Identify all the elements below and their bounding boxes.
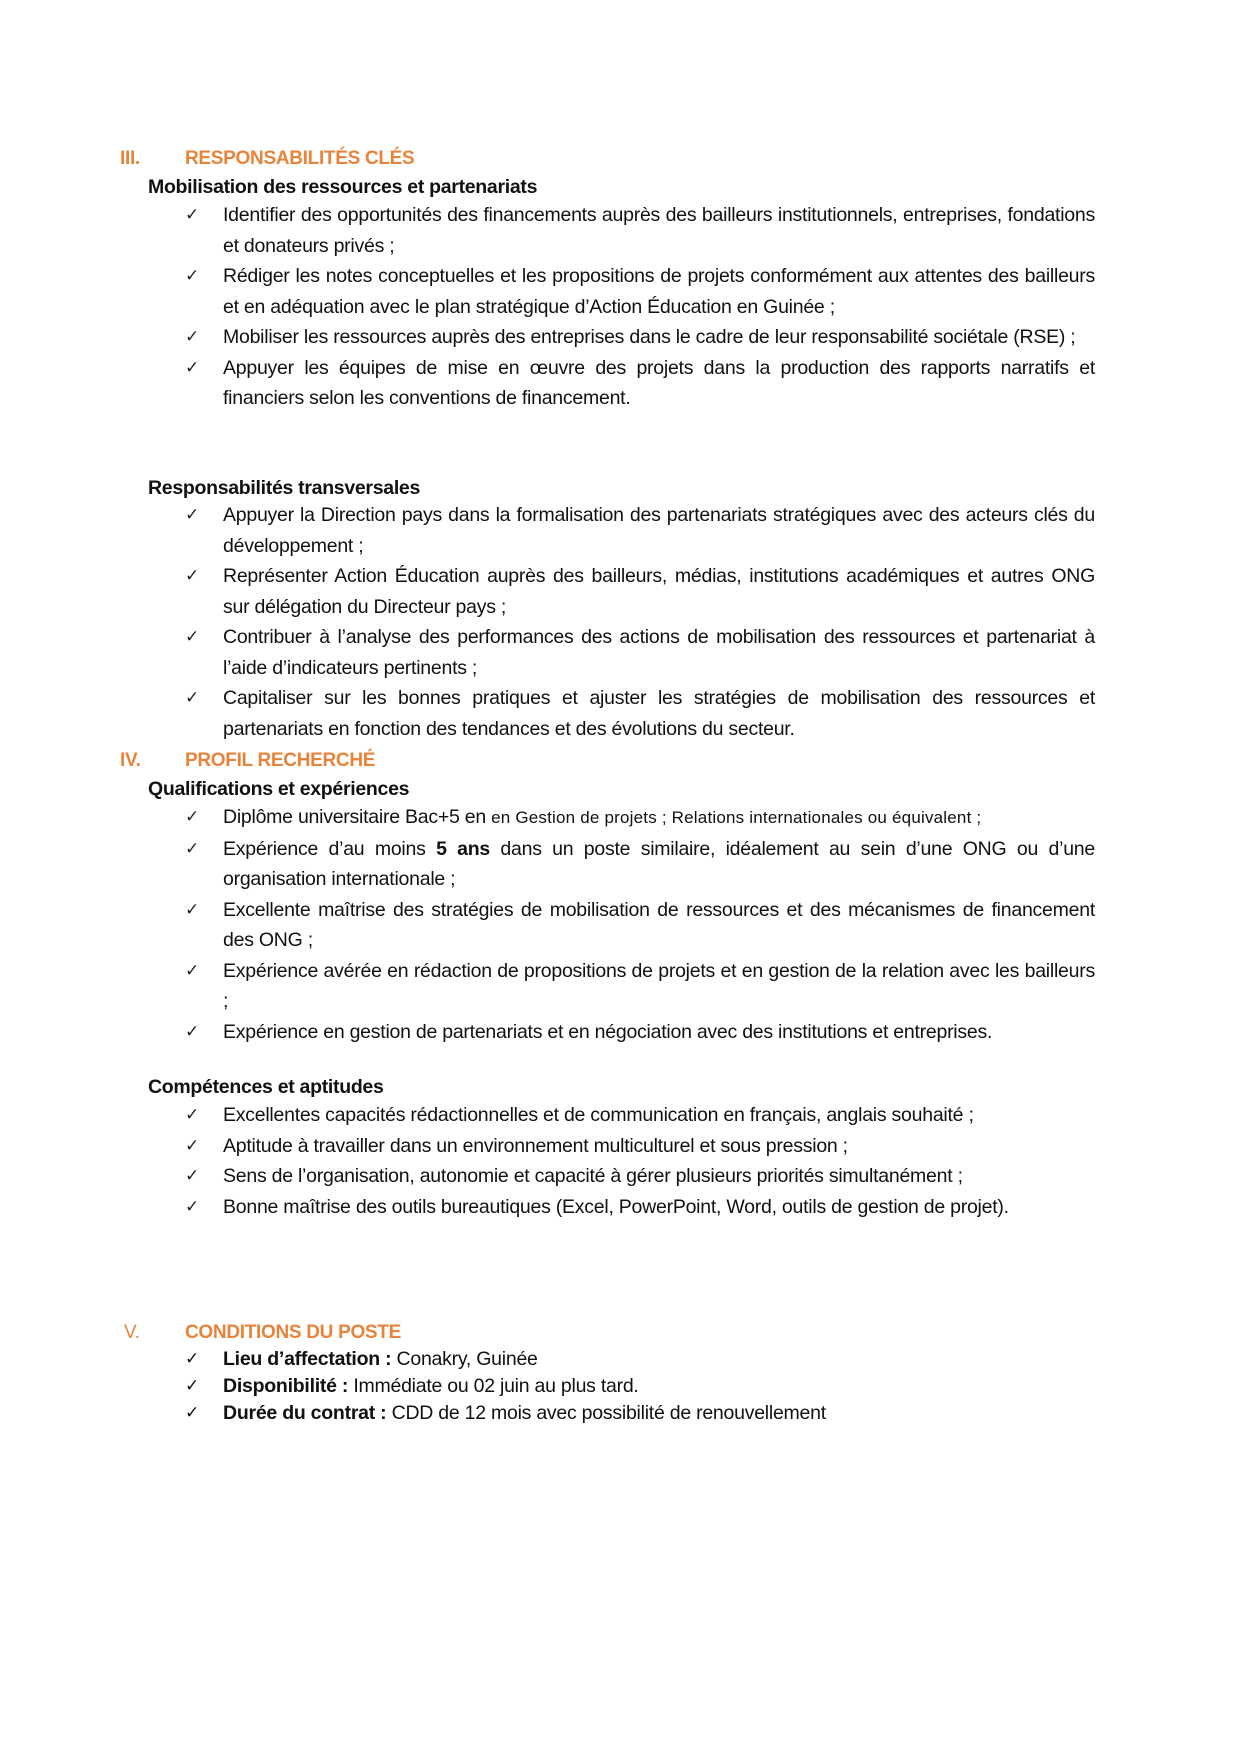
section-heading-responsabilites <box>120 146 414 172</box>
list-item <box>185 261 1095 322</box>
list-conditions <box>185 1346 1095 1427</box>
list-item <box>185 322 1095 353</box>
check-icon: ✓ <box>185 205 199 225</box>
check-icon: ✓ <box>185 327 199 347</box>
list-item-text: Représenter Action Éducation auprès des bailleurs, médias, institutions académiques et autres ONG sur délégation du Directeur pays ; <box>223 565 1095 618</box>
check-icon: ✓ <box>185 1349 199 1369</box>
list-item-text: Appuyer la Direction pays dans la formalisation des partenariats stratégiques avec des acteurs clés du développement ; <box>223 504 1095 557</box>
check-icon: ✓ <box>185 1376 199 1396</box>
list-item-text: Aptitude à travailler dans un environnement multiculturel et sous pression ; <box>223 1134 848 1157</box>
list-item-text: Excellente maîtrise des stratégies de mobilisation de ressources et des mécanismes de financement des ONG ; <box>223 898 1095 951</box>
subheading-mobilisation: Mobilisation des ressources et partenariats <box>148 176 538 198</box>
section-number: V. <box>124 1322 140 1343</box>
section-title: CONDITIONS DU POSTE <box>185 1322 401 1343</box>
check-icon: ✓ <box>185 1403 199 1423</box>
condition-item-disponibilite <box>185 1373 1095 1400</box>
subheading-qualifications: Qualifications et expériences <box>148 778 410 800</box>
check-icon: ✓ <box>185 899 199 920</box>
section-number: III. <box>120 148 140 169</box>
list-item-text: Expérience avérée en rédaction de propositions de projets et en gestion de la relation avec les bailleurs ; <box>223 959 1095 1012</box>
list-item-text: Excellentes capacités rédactionnelles et de communication en français, anglais souhaité ; <box>223 1104 974 1126</box>
condition-item-lieu <box>185 1346 1095 1373</box>
condition-label: Durée du contrat : <box>223 1402 387 1424</box>
section-title: PROFIL RECHERCHÉ <box>185 750 376 771</box>
condition-value: CDD de 12 mois avec possibilité de renouvellement <box>386 1402 826 1424</box>
list-item-text-small: en Gestion de projets ; Relations internationales ou équivalent ; <box>491 808 982 827</box>
subheading-transversales: Responsabilités transversales <box>148 477 421 499</box>
list-item-text: Expérience en gestion de partenariats et en négociation avec des institutions et entreprises. <box>223 1020 993 1043</box>
list-item <box>185 1192 1095 1223</box>
check-icon: ✓ <box>185 505 199 525</box>
condition-value: Conakry, Guinée <box>391 1348 538 1370</box>
list-competences <box>185 1100 1095 1222</box>
list-item-emphasis: 5 ans <box>436 837 490 860</box>
list-item-text: dans un poste similaire, idéalement au sein d’une ONG ou d’une organisation internationale ; <box>223 837 1095 890</box>
list-item <box>185 895 1095 956</box>
condition-label: Lieu d’affectation : <box>223 1348 392 1370</box>
list-mobilisation <box>185 200 1095 414</box>
check-icon: ✓ <box>185 807 199 827</box>
list-item <box>185 1131 1095 1162</box>
list-item <box>185 200 1095 261</box>
section-number: IV. <box>120 750 141 771</box>
check-icon: ✓ <box>185 838 199 859</box>
list-item-text: Appuyer les équipes de mise en œuvre des projets dans la production des rapports narratifs et financiers selon les conventions de financement. <box>223 356 1095 409</box>
check-icon: ✓ <box>185 1135 199 1156</box>
check-icon: ✓ <box>185 1105 199 1125</box>
list-item-text: Rédiger les notes conceptuelles et les propositions de projets conformément aux attentes des bailleurs et en adéquation avec le plan stratégique d’Action Éducation en Guinée ; <box>223 265 1095 318</box>
list-item-text: Expérience d’au moins <box>223 837 437 860</box>
check-icon: ✓ <box>185 688 199 708</box>
check-icon: ✓ <box>185 627 199 647</box>
check-icon: ✓ <box>185 960 199 981</box>
check-icon: ✓ <box>185 266 199 286</box>
section-heading-profil <box>120 748 375 774</box>
condition-value: Immédiate ou 02 juin au plus tard. <box>348 1375 639 1397</box>
check-icon: ✓ <box>185 566 199 586</box>
list-item <box>185 683 1095 744</box>
list-item <box>185 561 1095 622</box>
list-item <box>185 353 1095 414</box>
list-item <box>185 1017 1095 1048</box>
list-item-text: Capitaliser sur les bonnes pratiques et ajuster les stratégies de mobilisation des ressources et partenariats en fonction des tendances et des évolutions du secteur. <box>223 687 1095 740</box>
list-item-text: Sens de l’organisation, autonomie et capacité à gérer plusieurs priorités simultanément ; <box>223 1165 963 1187</box>
list-item-text: Bonne maîtrise des outils bureautiques (Excel, PowerPoint, Word, outils de gestion de projet). <box>223 1195 1009 1218</box>
list-item-text: Identifier des opportunités des financements auprès des bailleurs institutionnels, entreprises, fondations et donateurs privés ; <box>223 204 1095 257</box>
list-item <box>185 956 1095 1017</box>
list-qualifications <box>185 802 1095 1047</box>
list-item <box>185 834 1095 895</box>
list-item-text: Mobiliser les ressources auprès des entreprises dans le cadre de leur responsabilité sociétale (RSE) ; <box>223 326 1076 348</box>
check-icon: ✓ <box>185 357 199 378</box>
condition-item-duree <box>185 1400 1095 1427</box>
check-icon: ✓ <box>185 1166 199 1186</box>
list-item <box>185 1100 1095 1131</box>
condition-label: Disponibilité : <box>223 1375 349 1397</box>
section-title: RESPONSABILITÉS CLÉS <box>185 148 415 169</box>
check-icon: ✓ <box>185 1196 199 1217</box>
list-item <box>185 802 1095 834</box>
section-heading-conditions <box>120 1320 401 1346</box>
subheading-competences: Compétences et aptitudes <box>148 1076 384 1098</box>
list-transversales <box>185 500 1095 744</box>
list-item <box>185 622 1095 683</box>
list-item <box>185 1161 1095 1192</box>
list-item-text: Contribuer à l’analyse des performances des actions de mobilisation des ressources et partenariat à l’aide d’indicateurs pertinents ; <box>223 626 1095 679</box>
check-icon: ✓ <box>185 1021 199 1042</box>
list-item <box>185 500 1095 561</box>
list-item-text: Diplôme universitaire Bac+5 en <box>223 806 492 828</box>
